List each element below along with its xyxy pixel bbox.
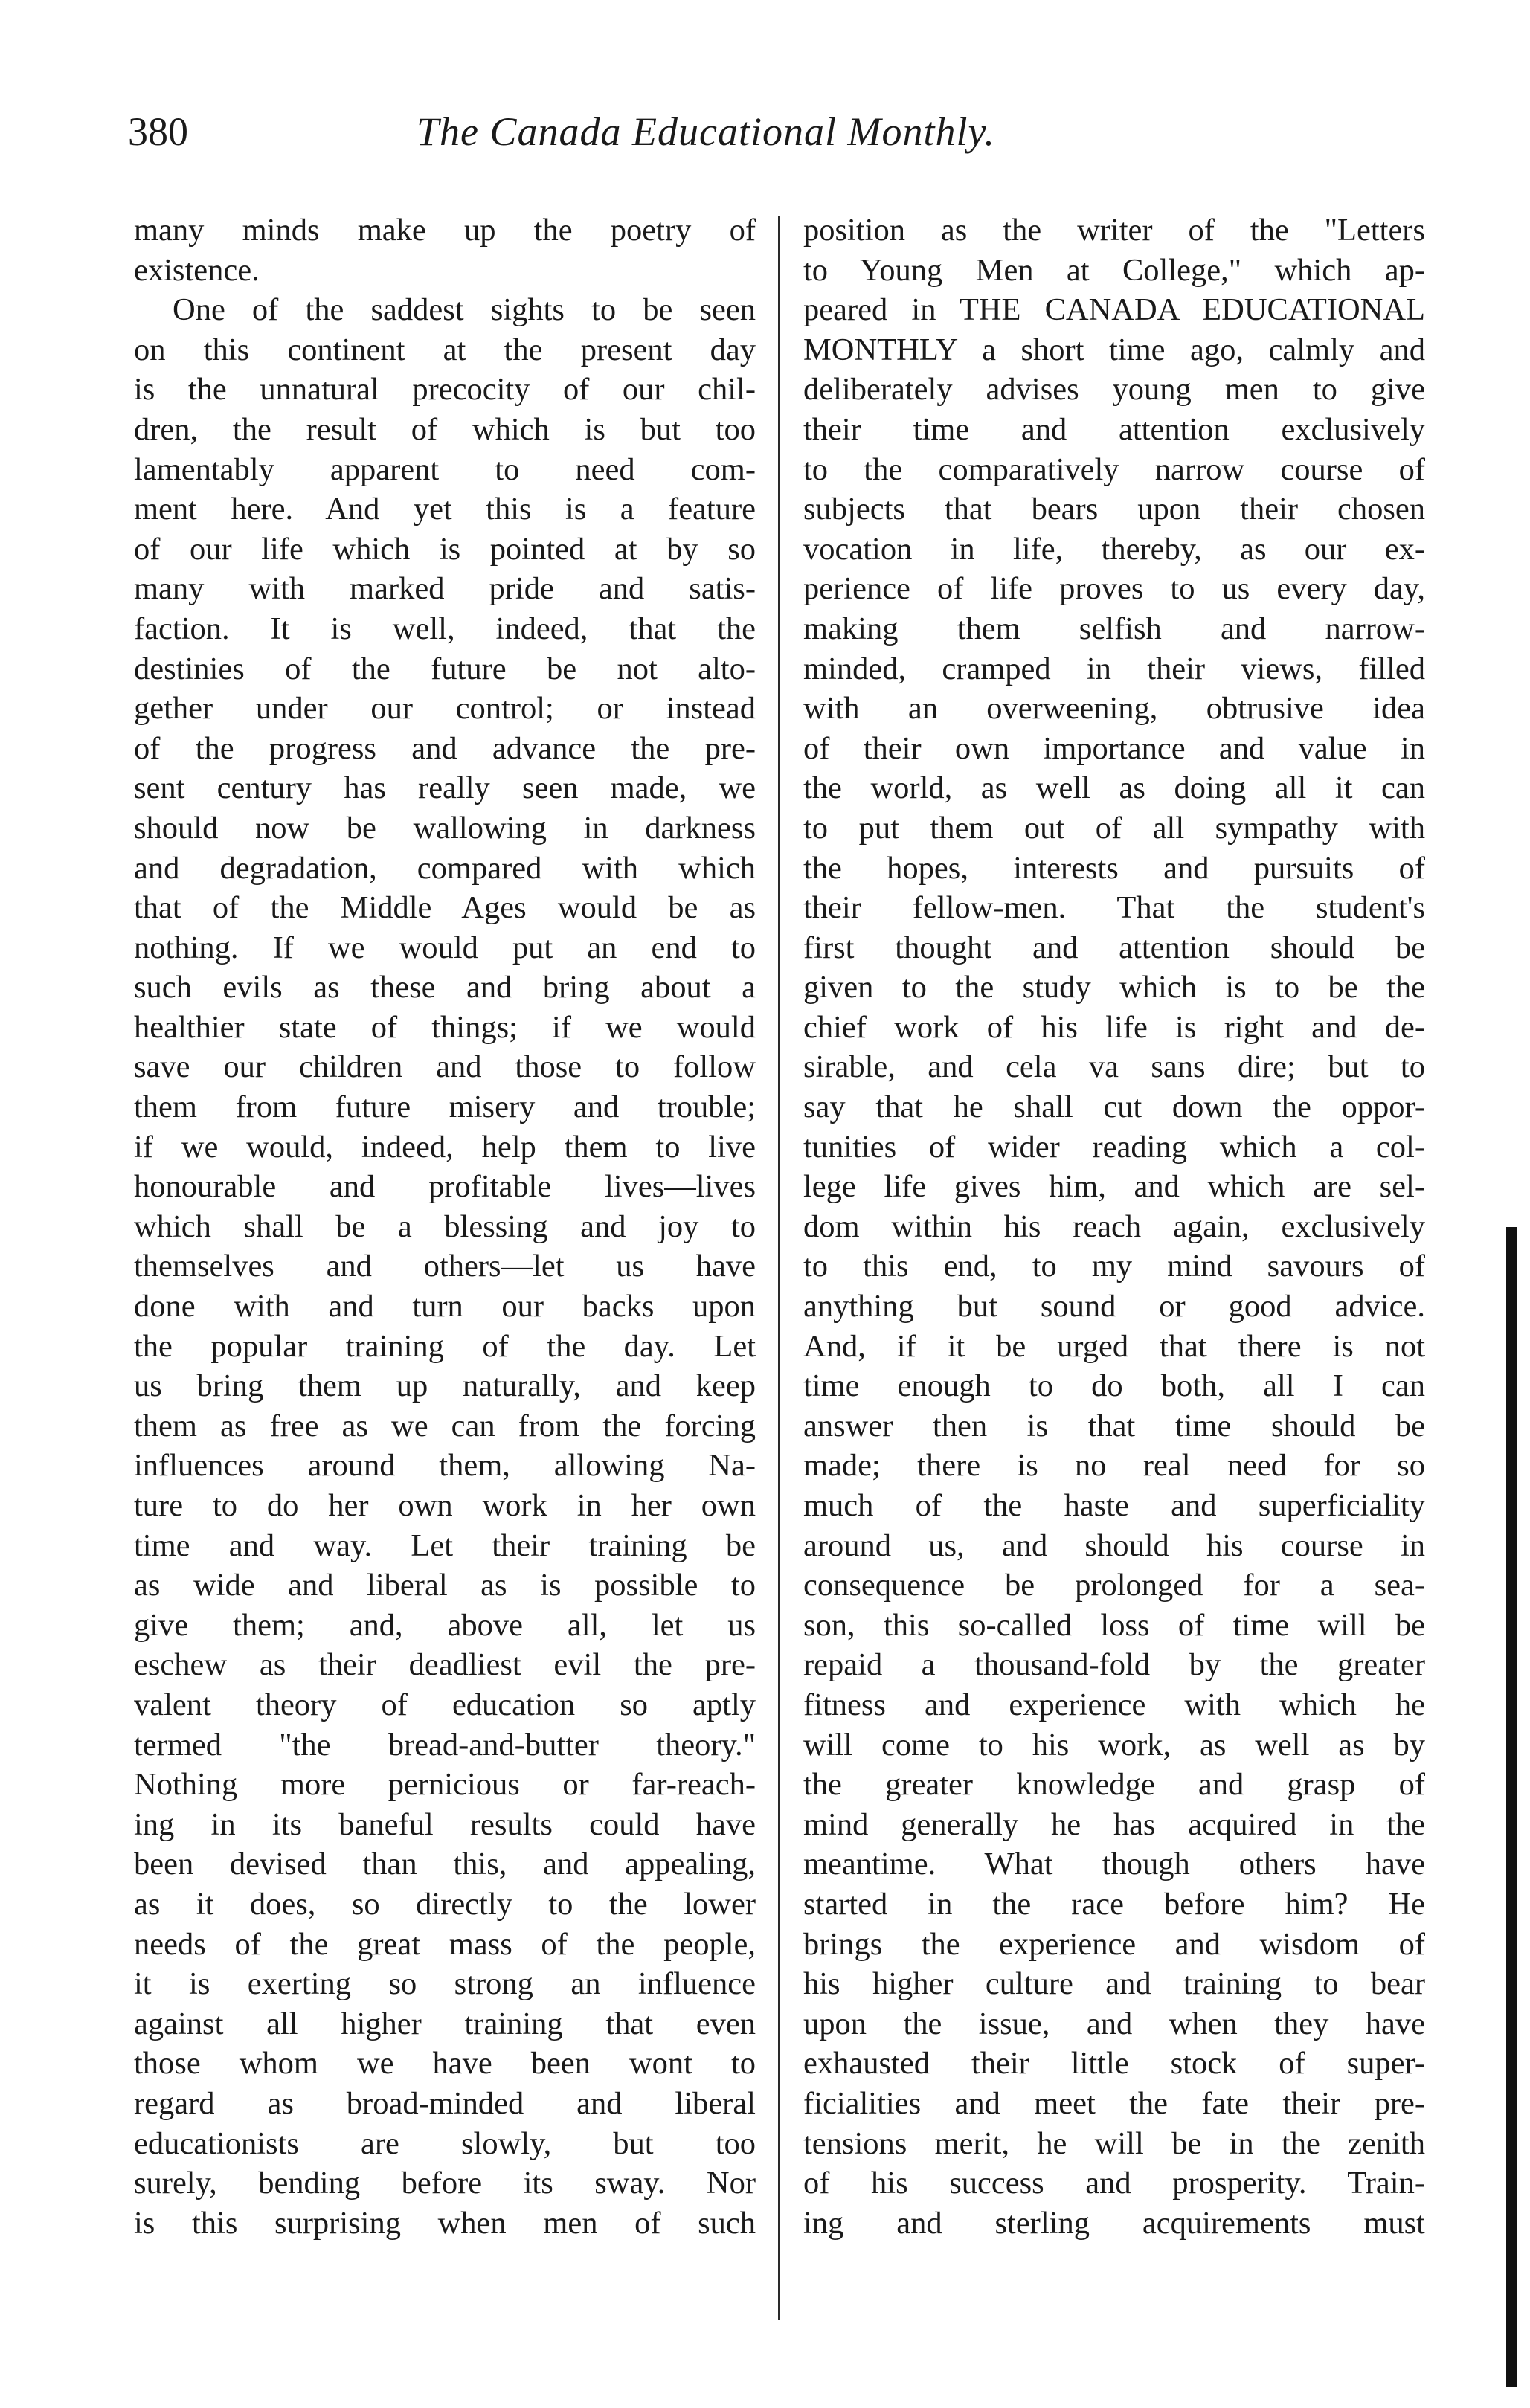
- text-line: position as the writer of the "Letters: [803, 213, 1425, 248]
- text-line: them from future misery and trouble;: [134, 1089, 756, 1125]
- text-line: valent theory of education so aptly: [134, 1687, 756, 1722]
- text-line: lege life gives him, and which are sel-: [803, 1169, 1425, 1205]
- text-line: to put them out of all sympathy with: [803, 810, 1425, 846]
- text-line: honourable and profitable lives—lives: [134, 1169, 756, 1205]
- column-divider: [778, 216, 780, 2320]
- text-line: of the progress and advance the pre-: [134, 730, 756, 766]
- text-line: say that he shall cut down the oppor-: [803, 1089, 1425, 1125]
- text-line: should now be wallowing in darkness: [134, 810, 756, 846]
- text-line: of his success and prosperity. Train-: [803, 2166, 1425, 2201]
- text-line: existence.: [134, 252, 260, 288]
- text-line: ture to do her own work in her own: [134, 1488, 756, 1523]
- running-title: The Canada Educational Monthly.: [417, 109, 995, 154]
- text-line: meantime. What though others have: [803, 1847, 1425, 1882]
- text-line: healthier state of things; if we would: [134, 1009, 756, 1045]
- text-line: started in the race before him? He: [803, 1886, 1425, 1922]
- text-line: of their own importance and value in: [803, 730, 1425, 766]
- text-line: the popular training of the day. Let: [134, 1328, 756, 1364]
- text-line: ing in its baneful results could have: [134, 1806, 756, 1842]
- text-line: the world, as well as doing all it can: [803, 770, 1425, 806]
- text-line: lamentably apparent to need com-: [134, 451, 756, 487]
- text-line: around us, and should his course in: [803, 1527, 1425, 1563]
- page-number: 380: [128, 109, 188, 154]
- text-line: eschew as their deadliest evil the pre-: [134, 1647, 756, 1683]
- text-line: their fellow-men. That the student's: [803, 890, 1425, 926]
- text-line: exhausted their little stock of super-: [803, 2046, 1425, 2082]
- text-line: as it does, so directly to the lower: [134, 1886, 756, 1922]
- text-line: minded, cramped in their views, filled: [803, 651, 1425, 686]
- text-line: save our children and those to follow: [134, 1049, 756, 1085]
- text-line: their time and attention exclusively: [803, 411, 1425, 447]
- text-line: tunities of wider reading which a col-: [803, 1129, 1425, 1165]
- text-line: subjects that bears upon their chosen: [803, 492, 1425, 527]
- text-line: as wide and liberal as is possible to: [134, 1568, 756, 1603]
- text-line: mind generally he has acquired in the: [803, 1806, 1425, 1842]
- text-line: us bring them up naturally, and keep: [134, 1368, 756, 1404]
- text-line: surely, bending before its sway. Nor: [134, 2166, 756, 2201]
- text-line: many with marked pride and satis-: [134, 571, 756, 607]
- text-line: to this end, to my mind savours of: [803, 1249, 1425, 1284]
- text-line: is this surprising when men of such: [134, 2205, 756, 2241]
- text-line: those whom we have been wont to: [134, 2046, 756, 2082]
- text-line: fitness and experience with which he: [803, 1687, 1425, 1722]
- text-line: nothing. If we would put an end to: [134, 930, 756, 965]
- text-line: chief work of his life is right and de-: [803, 1009, 1425, 1045]
- text-line: deliberately advises young men to give: [803, 372, 1425, 408]
- text-line: regard as broad-minded and liberal: [134, 2085, 756, 2121]
- text-line: given to the study which is to be the: [803, 970, 1425, 1005]
- text-line: MONTHLY a short time ago, calmly and: [803, 332, 1425, 367]
- text-line: gether under our control; or instead: [134, 691, 756, 727]
- text-line: brings the experience and wisdom of: [803, 1926, 1425, 1962]
- text-line: first thought and attention should be: [803, 930, 1425, 965]
- text-line: made; there is no real need for so: [803, 1448, 1425, 1484]
- text-line: which shall be a blessing and joy to: [134, 1208, 756, 1244]
- text-line: tensions merit, he will be in the zenith: [803, 2125, 1425, 2161]
- text-line: on this continent at the present day: [134, 332, 756, 367]
- text-line: repaid a thousand-fold by the greater: [803, 1647, 1425, 1683]
- text-line: been devised than this, and appealing,: [134, 1847, 756, 1882]
- text-line: dren, the result of which is but too: [134, 411, 756, 447]
- page-edge-bar: [1506, 1227, 1517, 2387]
- text-line: with an overweening, obtrusive idea: [803, 691, 1425, 727]
- text-line: peared in THE CANADA EDUCATIONAL: [803, 292, 1425, 328]
- text-line: is the unnatural precocity of our chil-: [134, 372, 756, 408]
- text-line: time enough to do both, all I can: [803, 1368, 1425, 1404]
- text-line: educationists are slowly, but too: [134, 2125, 756, 2161]
- text-line: anything but sound or good advice.: [803, 1289, 1425, 1324]
- text-line: needs of the great mass of the people,: [134, 1926, 756, 1962]
- text-line: One of the saddest sights to be seen: [173, 292, 756, 328]
- text-line: upon the issue, and when they have: [803, 2006, 1425, 2041]
- text-line: perience of life proves to us every day,: [803, 571, 1425, 607]
- text-line: ing and sterling acquirements must: [803, 2205, 1425, 2241]
- text-line: sirable, and cela va sans dire; but to: [803, 1049, 1425, 1085]
- text-line: if we would, indeed, help them to live: [134, 1129, 756, 1165]
- text-line: give them; and, above all, let us: [134, 1607, 756, 1643]
- text-line: his higher culture and training to bear: [803, 1966, 1425, 2002]
- text-line: to the comparatively narrow course of: [803, 451, 1425, 487]
- text-line: faction. It is well, indeed, that the: [134, 611, 756, 646]
- text-line: such evils as these and bring about a: [134, 970, 756, 1005]
- text-line: much of the haste and superficiality: [803, 1488, 1425, 1523]
- text-line: destinies of the future be not alto-: [134, 651, 756, 686]
- text-line: done with and turn our backs upon: [134, 1289, 756, 1324]
- text-line: the hopes, interests and pursuits of: [803, 850, 1425, 886]
- text-line: consequence be prolonged for a sea-: [803, 1568, 1425, 1603]
- text-line: and degradation, compared with which: [134, 850, 756, 886]
- text-line: the greater knowledge and grasp of: [803, 1767, 1425, 1803]
- text-line: time and way. Let their training be: [134, 1527, 756, 1563]
- text-line: termed "the bread-and-butter theory.": [134, 1727, 756, 1762]
- text-line: influences around them, allowing Na-: [134, 1448, 756, 1484]
- text-line: dom within his reach again, exclusively: [803, 1208, 1425, 1244]
- text-line: And, if it be urged that there is not: [803, 1328, 1425, 1364]
- text-line: them as free as we can from the forcing: [134, 1408, 756, 1443]
- text-line: it is exerting so strong an influence: [134, 1966, 756, 2002]
- text-line: making them selfish and narrow-: [803, 611, 1425, 646]
- text-line: many minds make up the poetry of: [134, 213, 756, 248]
- text-line: ficialities and meet the fate their pre-: [803, 2085, 1425, 2121]
- text-line: against all higher training that even: [134, 2006, 756, 2041]
- left-text-column: [134, 210, 756, 2337]
- text-line: ment here. And yet this is a feature: [134, 492, 756, 527]
- text-line: son, this so-called loss of time will be: [803, 1607, 1425, 1643]
- right-text-column: [803, 210, 1425, 2337]
- text-line: will come to his work, as well as by: [803, 1727, 1425, 1762]
- text-line: themselves and others—let us have: [134, 1249, 756, 1284]
- text-line: of our life which is pointed at by so: [134, 531, 756, 567]
- text-line: answer then is that time should be: [803, 1408, 1425, 1443]
- text-line: to Young Men at College," which ap-: [803, 252, 1425, 288]
- text-line: vocation in life, thereby, as our ex-: [803, 531, 1425, 567]
- text-line: sent century has really seen made, we: [134, 770, 756, 806]
- text-line: that of the Middle Ages would be as: [134, 890, 756, 926]
- text-line: Nothing more pernicious or far-reach-: [134, 1767, 756, 1803]
